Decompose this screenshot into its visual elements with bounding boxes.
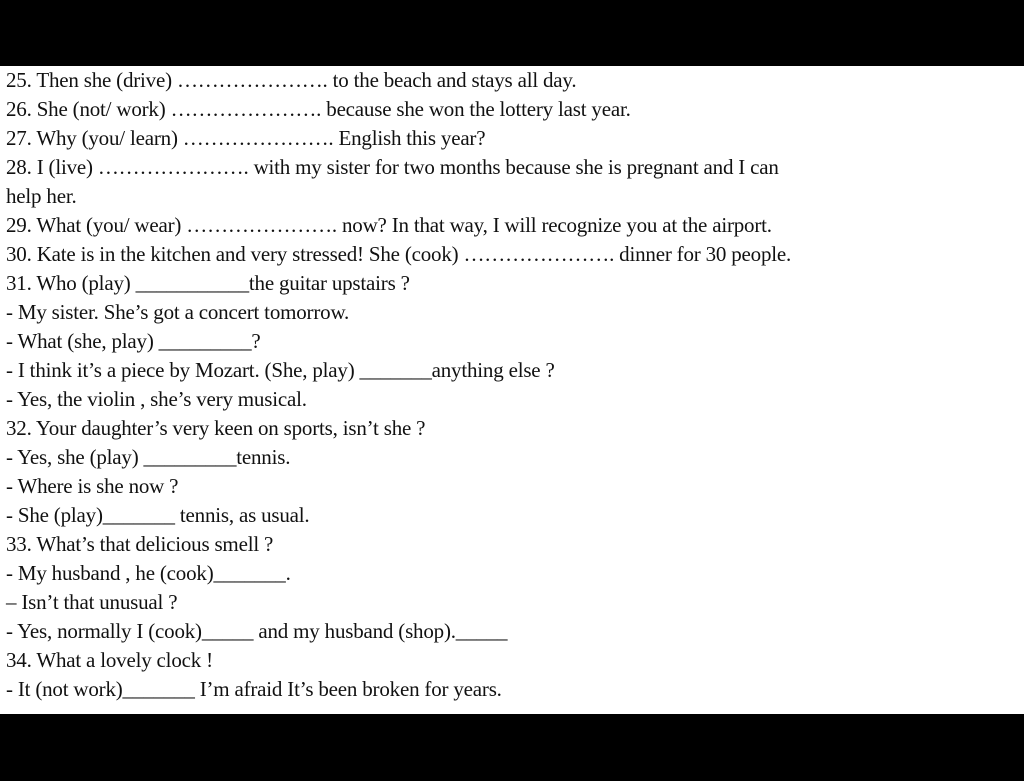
exercise-line: 25. Then she (drive) …………………. to the beach and stays all day.: [6, 68, 577, 92]
exercise-line: - It (not work)_______ I’m afraid It’s been broken for years.: [6, 677, 502, 701]
worksheet-page: [0, 66, 1024, 714]
exercise-line: – Isn’t that unusual ?: [6, 590, 178, 614]
exercise-line: help her.: [6, 184, 77, 208]
exercise-line: 32. Your daughter’s very keen on sports, isn’t she ?: [6, 416, 426, 440]
exercise-line: - Yes, the violin , she’s very musical.: [6, 387, 307, 411]
exercise-line: - My sister. She’s got a concert tomorrow.: [6, 300, 350, 324]
exercise-line: 29. What (you/ wear) …………………. now? In that way, I will recognize you at the airport.: [6, 213, 772, 237]
exercise-line: - My husband , he (cook)_______.: [6, 561, 291, 585]
exercise-line: - What (she, play) _________?: [6, 329, 261, 353]
exercise-line: - Yes, normally I (cook)_____ and my husband (shop)._____: [6, 619, 508, 643]
exercise-line: - She (play)_______ tennis, as usual.: [6, 503, 310, 527]
exercise-line: 33. What’s that delicious smell ?: [6, 532, 274, 556]
exercise-lines: [6, 66, 1014, 704]
exercise-line: 28. I (live) …………………. with my sister for two months because she is pregnant and I can: [6, 155, 779, 179]
exercise-line: 27. Why (you/ learn) …………………. English this year?: [6, 126, 486, 150]
exercise-line: 30. Kate is in the kitchen and very stressed! She (cook) …………………. dinner for 30 people.: [6, 242, 792, 266]
exercise-line: - I think it’s a piece by Mozart. (She, play) _______anything else ?: [6, 358, 555, 382]
exercise-line: - Where is she now ?: [6, 474, 179, 498]
exercise-line: 31. Who (play) ___________the guitar upstairs ?: [6, 271, 410, 295]
exercise-line: 34. What a lovely clock !: [6, 648, 213, 672]
exercise-line: 26. She (not/ work) …………………. because she won the lottery last year.: [6, 97, 631, 121]
exercise-line: - Yes, she (play) _________tennis.: [6, 445, 291, 469]
